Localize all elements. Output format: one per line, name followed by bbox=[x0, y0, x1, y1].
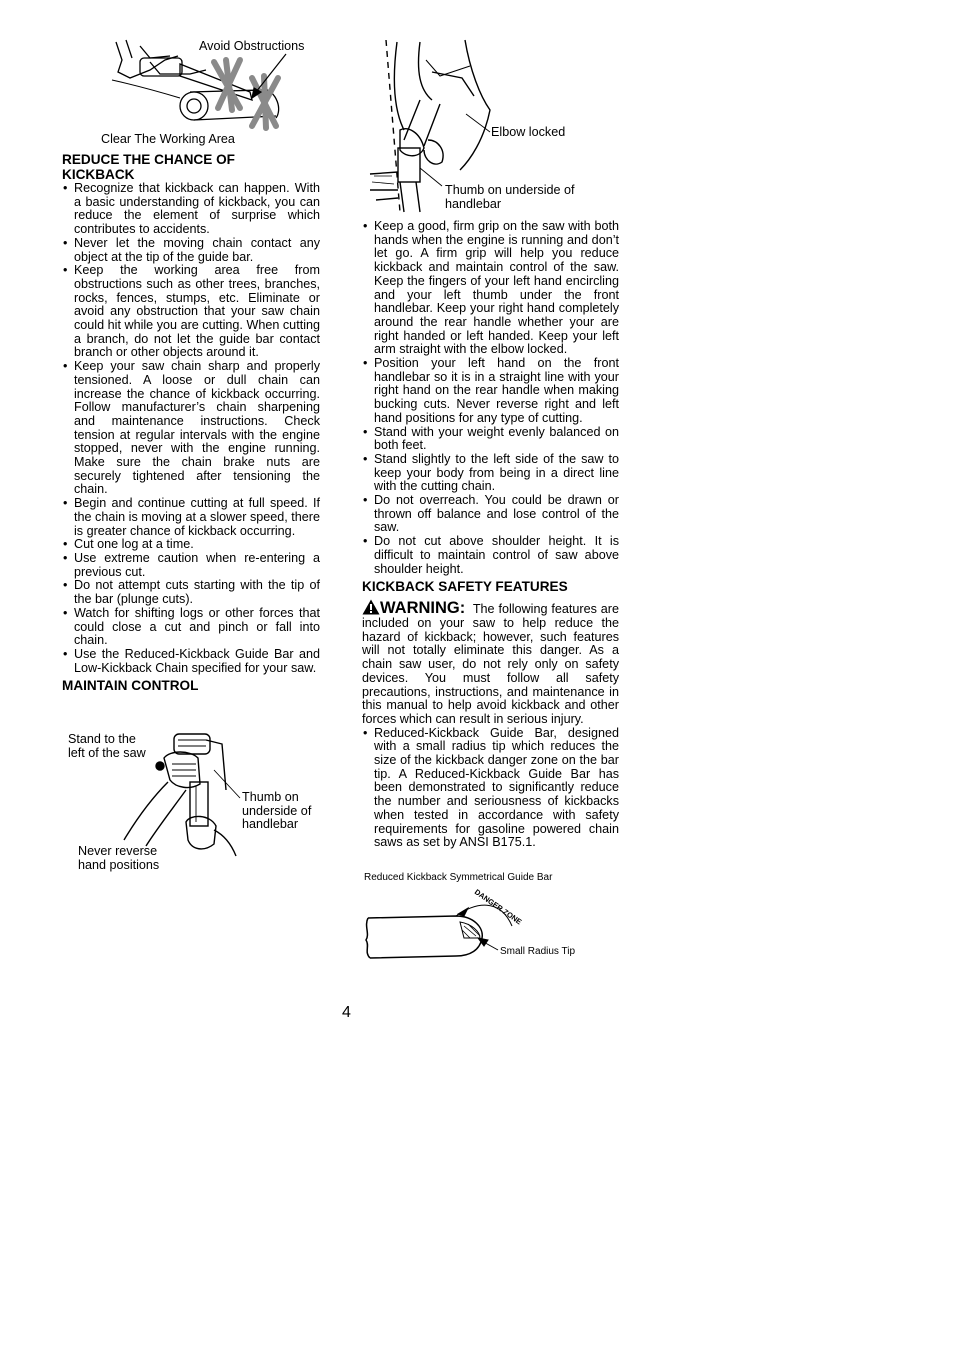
list-item: • Use the Reduced-Kickback Guide Bar and Low-Kickback Chain specified for your saw. bbox=[62, 648, 320, 675]
list-item: • Do not attempt cuts starting with the tip of the bar (plunge cuts). bbox=[62, 579, 320, 606]
label-guide-bar-title: Reduced Kickback Symmetrical Guide Bar bbox=[364, 872, 553, 883]
label-danger-zone: DANGER ZONE bbox=[472, 887, 524, 927]
list-item: • Cut one log at a time. bbox=[62, 538, 320, 552]
label-clear-working-area: Clear The Working Area bbox=[101, 132, 235, 146]
list-item: • Reduced-Kickback Guide Bar, designed with a small radius tip which reduces the size of the kickback danger zone on the bar tip. A Reduced-Kickback Guide Bar has been demonstrated to significantly reduce the number and seriousness of kickbacks when tested in accordance with safety requirements for gasoline powered chain saws as set by ANSI B175.1. bbox=[362, 727, 619, 850]
list-item: • Position your left hand on the front handlebar so it is in a straight line with your right hand on the rear handle when making bucking cuts. Never reverse right and left hand positions for any type of cutting. bbox=[362, 357, 619, 426]
list-item: • Keep your saw chain sharp and properly tensioned. A loose or dull chain can increase the chance of kickback occurring. Follow manufacturer’s chain sharpening and maintenance instructions. Check tension at regular intervals with the engine stopped, never with the engine running. Make sure the chain brake nuts are securely tightened after tensioning the chain. bbox=[62, 360, 320, 497]
warning-text: The following features are included on your saw to help reduce the hazard of kickback; however, such features will not totally eliminate this danger. As a chain saw user, do not rely only on safety devices. You must follow all safety precautions, instructions, and maintenance in this manual to help avoid kickback and other forces which can result in serious injury. bbox=[362, 602, 619, 726]
heading-maintain-control: MAINTAIN CONTROL bbox=[62, 678, 199, 694]
list-item: • Keep the working area free from obstructions such as other trees, branches, rocks, fences, stumps, etc. Eliminate or avoid any obstruction that your saw chain could hit while you are cutting. When cutting a branch, do not let the guide bar contact branch or other objects around it. bbox=[62, 264, 320, 360]
list-item: • Do not cut above shoulder height. It is difficult to maintain control of saw above shoulder height. bbox=[362, 535, 619, 576]
label-thumb-on-underside-line1: Thumb on bbox=[242, 790, 299, 804]
label-thumb-on-underside-line2: underside of bbox=[242, 803, 312, 818]
label-never-reverse-line2: hand positions bbox=[78, 857, 160, 872]
label-elbow-locked: Elbow locked bbox=[491, 125, 566, 139]
label-never-reverse-line1: Never reverse bbox=[78, 844, 158, 858]
heading-reduce-kickback-line1: REDUCE THE CHANCE OF bbox=[62, 152, 235, 167]
label-stand-left-line1: Stand to the bbox=[68, 732, 136, 746]
list-item: • Stand with your weight evenly balanced on both feet. bbox=[362, 426, 619, 453]
warning-label: WARNING: bbox=[380, 599, 466, 618]
label-avoid-obstructions: Avoid Obstructions bbox=[199, 39, 305, 53]
list-item: • Never let the moving chain contact any object at the tip of the guide bar. bbox=[62, 237, 320, 264]
list-item: • Recognize that kickback can happen. With a basic understanding of kickback, you can reduce the element of surprise which contributes to accidents. bbox=[62, 182, 320, 237]
label-small-radius-tip: Small Radius Tip bbox=[500, 946, 576, 957]
label-thumb-on-underside-line3: handlebar bbox=[242, 817, 299, 832]
list-item: • Stand slightly to the left side of the saw to keep your body from being in a direct line with the cutting chain. bbox=[362, 453, 619, 494]
heading-kickback-safety-features: KICKBACK SAFETY FEATURES bbox=[362, 579, 568, 595]
list-item: • Keep a good, firm grip on the saw with both hands when the engine is running and don’t let go. A firm grip will help you reduce kickback and maintain control of the saw. Keep the fingers of your left hand encircling and your left thumb under the front handlebar. Keep your right hand completely around the rear handle whether your are right handed or left handed. Keep your left arm straight with the elbow locked. bbox=[362, 220, 619, 357]
list-item: • Begin and continue cutting at full speed. If the chain is moving at a slower speed, there is greater chance of kickback occurring. bbox=[62, 497, 320, 538]
list-item: • Watch for shifting logs or other forces that could close a cut and pinch or fall into chain. bbox=[62, 607, 320, 648]
list-item: • Do not overreach. You could be drawn or thrown off balance and lose control of the saw. bbox=[362, 494, 619, 535]
label-stand-left-line2: left of the saw bbox=[68, 745, 146, 760]
label-thumb-underside-line1: Thumb on underside of bbox=[445, 183, 575, 197]
heading-reduce-kickback-line2: KICKBACK bbox=[62, 167, 135, 182]
list-item: • Use extreme caution when re-entering a previous cut. bbox=[62, 552, 320, 579]
page-number: 4 bbox=[342, 1004, 351, 1021]
label-thumb-underside-line2: handlebar bbox=[445, 196, 502, 211]
